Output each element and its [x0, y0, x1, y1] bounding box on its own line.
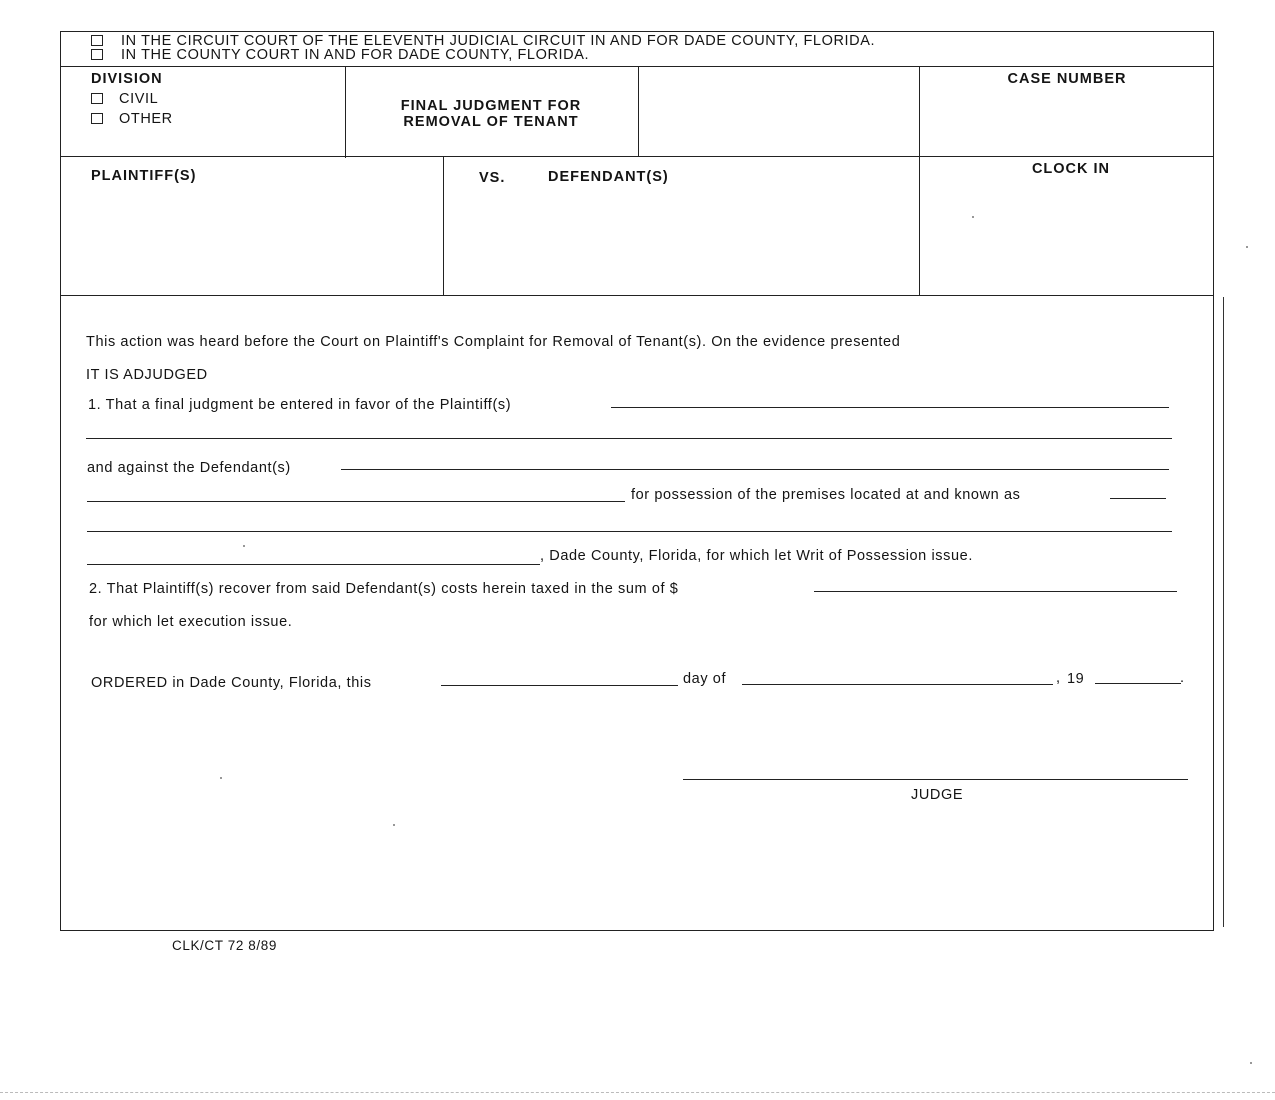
ordered-comma: , [1056, 670, 1061, 686]
title-divider [638, 66, 639, 156]
circuit-court-checkbox[interactable] [91, 35, 103, 46]
clock-in-label: CLOCK IN [1031, 161, 1111, 177]
day-line[interactable] [441, 685, 678, 686]
premises-line-2[interactable] [87, 531, 1172, 532]
judge-signature-line[interactable] [683, 779, 1188, 780]
county-writ-text: , Dade County, Florida, for which let Writ of Possession issue. [540, 548, 973, 564]
adjudged-heading: IT IS ADJUDGED [86, 367, 208, 383]
division-label: DIVISION [91, 71, 163, 87]
vs-label: VS. [479, 170, 506, 186]
item1-text: 1. That a final judgment be entered in favor of the Plaintiff(s) [88, 397, 512, 413]
division-civil-option [91, 91, 158, 107]
scan-speck [243, 545, 245, 547]
civil-checkbox[interactable] [91, 93, 103, 104]
year-line[interactable] [1095, 683, 1181, 684]
scan-speck [1246, 246, 1248, 248]
county-court-checkbox[interactable] [91, 49, 103, 60]
day-of-text: day of [683, 671, 727, 687]
parties-bottom-divider [60, 295, 1214, 296]
intro-text: This action was heard before the Court on Plaintiff's Complaint for Removal of Tenant(s). On the evidence presented [86, 334, 901, 350]
division-other-option [91, 111, 173, 127]
header-divider [60, 66, 1214, 67]
form-code: CLK/CT 72 8/89 [172, 938, 277, 953]
county-court-label: IN THE COUNTY COURT IN AND FOR DADE COUNTY, FLORIDA. [121, 47, 590, 63]
plaintiff-name-line-2[interactable] [86, 438, 1172, 439]
against-text: and against the Defendant(s) [87, 460, 291, 476]
case-number-field[interactable] [922, 92, 1212, 152]
ordered-text: ORDERED in Dade County, Florida, this [91, 675, 372, 691]
parties-top-divider [60, 156, 1214, 157]
case-number-label: CASE NUMBER [1007, 71, 1127, 87]
plaintiffs-label: PLAINTIFF(S) [91, 168, 197, 184]
scan-edge [0, 1092, 1275, 1093]
plaintiffs-field[interactable] [64, 190, 440, 290]
ordered-period: . [1180, 670, 1185, 686]
civil-label: CIVIL [119, 91, 159, 107]
circuit-court-label: IN THE CIRCUIT COURT OF THE ELEVENTH JUDICIAL CIRCUIT IN AND FOR DADE COUNTY, FLORIDA. [121, 33, 876, 49]
scan-speck [393, 824, 395, 826]
scan-speck [972, 216, 974, 218]
execution-text: for which let execution issue. [89, 614, 293, 630]
year-prefix: 19 [1067, 671, 1085, 687]
possession-text: for possession of the premises located at and known as [631, 487, 1021, 503]
scan-speck [1250, 1062, 1252, 1064]
plaintiff-name-line[interactable] [611, 407, 1169, 408]
other-label: OTHER [119, 111, 173, 127]
county-court-option [91, 47, 589, 63]
defendants-label: DEFENDANT(S) [548, 169, 669, 185]
form-title-line1: FINAL JUDGMENT FOR [400, 98, 582, 114]
month-line[interactable] [742, 684, 1053, 685]
premises-line[interactable] [1110, 498, 1166, 499]
plaintiff-divider [443, 156, 444, 296]
clock-in-field[interactable] [922, 182, 1212, 292]
item2-text: 2. That Plaintiff(s) recover from said Defendant(s) costs herein taxed in the sum of $ [89, 581, 679, 597]
costs-amount-line[interactable] [814, 591, 1177, 592]
other-checkbox[interactable] [91, 113, 103, 124]
scan-speck [220, 777, 222, 779]
premises-line-3[interactable] [87, 564, 540, 565]
form-title-line2: REMOVAL OF TENANT [403, 114, 579, 130]
judge-label: JUDGE [911, 787, 964, 803]
defendants-field[interactable] [447, 192, 915, 290]
case-number-divider [919, 66, 920, 296]
defendant-name-line-2[interactable] [87, 501, 625, 502]
defendant-name-line[interactable] [341, 469, 1169, 470]
